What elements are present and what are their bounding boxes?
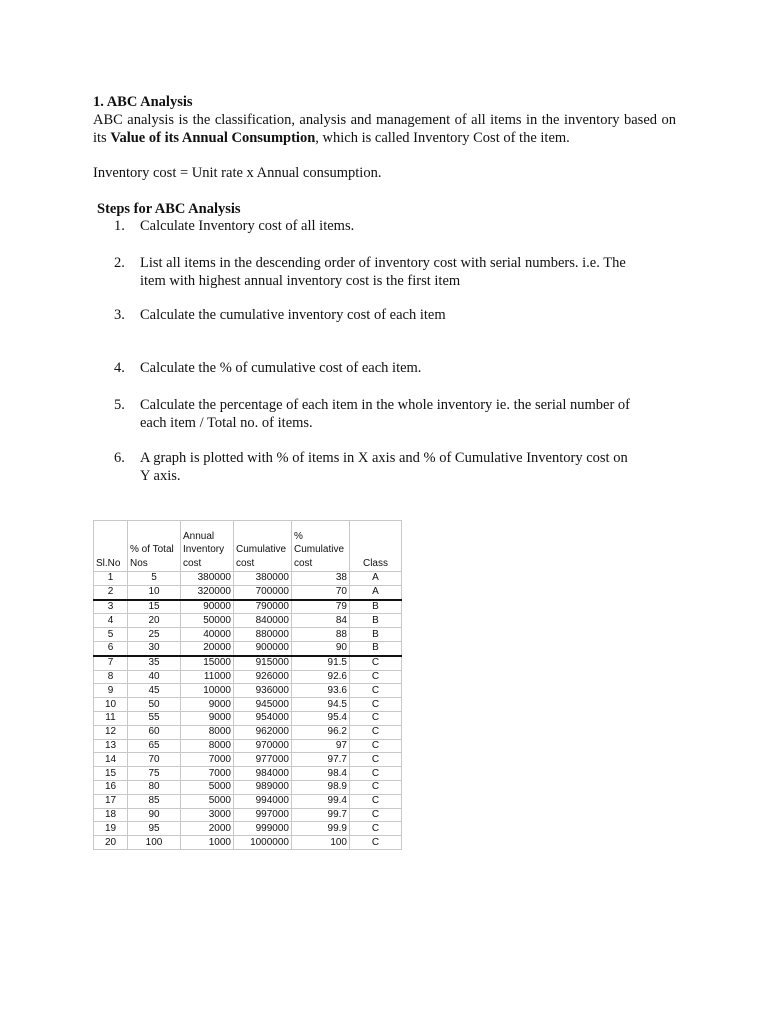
cell-pct-total: 15 (128, 600, 181, 614)
cell-cumulative-cost: 1000000 (234, 836, 292, 850)
cell-annual-cost: 2000 (181, 822, 234, 836)
table-row (94, 739, 402, 753)
table-row (94, 628, 402, 642)
cell-annual-cost: 3000 (181, 808, 234, 822)
cell-pct-total: 60 (128, 725, 181, 739)
header-class: Class (350, 521, 402, 572)
step-text: Calculate the % of cumulative cost of each item. (140, 360, 422, 376)
step-3 (114, 307, 676, 325)
table-row (94, 656, 402, 670)
cell-pct-total: 65 (128, 739, 181, 753)
cell-pct-total: 10 (128, 585, 181, 599)
step-text-continued: each item / Total no. of items. (140, 414, 313, 431)
cell-annual-cost: 7000 (181, 753, 234, 767)
cell-sl-no: 2 (94, 585, 128, 599)
cell-sl-no: 20 (94, 836, 128, 850)
table-row (94, 808, 402, 822)
cell-cumulative-cost: 977000 (234, 753, 292, 767)
cell-annual-cost: 90000 (181, 600, 234, 614)
header-sl-no: Sl.No (94, 521, 128, 572)
cell-pct-cumulative: 94.5 (292, 698, 350, 712)
cell-sl-no: 11 (94, 711, 128, 725)
cell-cumulative-cost: 936000 (234, 684, 292, 698)
cell-pct-cumulative: 91.5 (292, 656, 350, 670)
cell-pct-total: 90 (128, 808, 181, 822)
header-pct-total: % of Total Nos (128, 521, 181, 572)
table-row (94, 753, 402, 767)
cell-pct-total: 55 (128, 711, 181, 725)
cell-sl-no: 3 (94, 600, 128, 614)
header-cumulative-cost: Cumulative cost (234, 521, 292, 572)
cell-sl-no: 13 (94, 739, 128, 753)
cell-cumulative-cost: 900000 (234, 641, 292, 655)
cell-sl-no: 5 (94, 628, 128, 642)
cell-pct-total: 70 (128, 753, 181, 767)
cell-pct-cumulative: 98.4 (292, 767, 350, 781)
cell-cumulative-cost: 984000 (234, 767, 292, 781)
table-row (94, 725, 402, 739)
cell-class: C (350, 780, 402, 794)
cell-pct-cumulative: 97.7 (292, 753, 350, 767)
table-row (94, 836, 402, 850)
cell-pct-cumulative: 92.6 (292, 670, 350, 684)
step-number: 1. (114, 218, 125, 234)
table-row (94, 585, 402, 599)
cell-class: C (350, 698, 402, 712)
table-header-row (94, 521, 402, 572)
step-number: 3. (114, 307, 125, 323)
cell-pct-cumulative: 98.9 (292, 780, 350, 794)
cell-annual-cost: 9000 (181, 711, 234, 725)
cell-annual-cost: 40000 (181, 628, 234, 642)
cell-cumulative-cost: 945000 (234, 698, 292, 712)
table-row (94, 614, 402, 628)
cell-sl-no: 8 (94, 670, 128, 684)
cell-pct-cumulative: 79 (292, 600, 350, 614)
step-text: Calculate the cumulative inventory cost of each item (140, 307, 446, 323)
cell-class: C (350, 739, 402, 753)
header-pct-cumulative: % Cumulative cost (292, 521, 350, 572)
cell-annual-cost: 11000 (181, 670, 234, 684)
cell-class: C (350, 822, 402, 836)
table-row (94, 572, 402, 586)
table-row (94, 780, 402, 794)
cell-cumulative-cost: 999000 (234, 822, 292, 836)
step-5 (114, 397, 676, 432)
cell-annual-cost: 1000 (181, 836, 234, 850)
table-row (94, 641, 402, 655)
cell-pct-cumulative: 70 (292, 585, 350, 599)
cell-pct-cumulative: 90 (292, 641, 350, 655)
cell-pct-cumulative: 93.6 (292, 684, 350, 698)
cell-annual-cost: 20000 (181, 641, 234, 655)
table-row (94, 698, 402, 712)
cell-cumulative-cost: 970000 (234, 739, 292, 753)
cell-sl-no: 4 (94, 614, 128, 628)
cell-class: C (350, 725, 402, 739)
cell-class: C (350, 753, 402, 767)
cell-pct-total: 50 (128, 698, 181, 712)
cell-pct-total: 95 (128, 822, 181, 836)
cell-annual-cost: 10000 (181, 684, 234, 698)
step-number: 2. (114, 255, 125, 271)
cell-annual-cost: 7000 (181, 767, 234, 781)
cell-class: C (350, 656, 402, 670)
table-row (94, 767, 402, 781)
intro-bold-phrase: Value of its Annual Consumption (110, 130, 316, 146)
table-row (94, 600, 402, 614)
step-text: Calculate the percentage of each item in the whole inventory ie. the serial number of (140, 397, 630, 413)
cell-annual-cost: 5000 (181, 780, 234, 794)
table-row (94, 670, 402, 684)
intro-paragraph (93, 111, 676, 147)
cell-class: C (350, 670, 402, 684)
abc-analysis-table (93, 520, 402, 850)
cell-annual-cost: 8000 (181, 725, 234, 739)
cell-cumulative-cost: 989000 (234, 780, 292, 794)
cell-cumulative-cost: 915000 (234, 656, 292, 670)
cell-sl-no: 18 (94, 808, 128, 822)
step-1 (114, 218, 676, 236)
cell-annual-cost: 320000 (181, 585, 234, 599)
table-row (94, 794, 402, 808)
cell-cumulative-cost: 700000 (234, 585, 292, 599)
cell-annual-cost: 9000 (181, 698, 234, 712)
cell-class: C (350, 711, 402, 725)
cell-class: B (350, 600, 402, 614)
step-6 (114, 450, 676, 485)
cell-sl-no: 10 (94, 698, 128, 712)
abc-table-wrapper (93, 520, 402, 850)
cell-sl-no: 17 (94, 794, 128, 808)
table-row (94, 711, 402, 725)
cell-pct-total: 5 (128, 572, 181, 586)
steps-title: Steps for ABC Analysis (97, 201, 241, 217)
cell-annual-cost: 15000 (181, 656, 234, 670)
cell-cumulative-cost: 954000 (234, 711, 292, 725)
cell-pct-cumulative: 99.7 (292, 808, 350, 822)
cell-pct-cumulative: 96.2 (292, 725, 350, 739)
cell-annual-cost: 8000 (181, 739, 234, 753)
step-4 (114, 360, 676, 378)
cell-class: B (350, 628, 402, 642)
cell-cumulative-cost: 997000 (234, 808, 292, 822)
cell-cumulative-cost: 926000 (234, 670, 292, 684)
cell-cumulative-cost: 962000 (234, 725, 292, 739)
cell-annual-cost: 50000 (181, 614, 234, 628)
inventory-cost-formula: Inventory cost = Unit rate x Annual consumption. (93, 165, 382, 181)
cell-pct-total: 75 (128, 767, 181, 781)
cell-cumulative-cost: 880000 (234, 628, 292, 642)
cell-pct-cumulative: 100 (292, 836, 350, 850)
cell-sl-no: 6 (94, 641, 128, 655)
cell-pct-total: 80 (128, 780, 181, 794)
step-text: Calculate Inventory cost of all items. (140, 218, 355, 234)
cell-pct-total: 25 (128, 628, 181, 642)
cell-sl-no: 9 (94, 684, 128, 698)
cell-annual-cost: 380000 (181, 572, 234, 586)
step-number: 6. (114, 450, 125, 466)
step-text-continued: Y axis. (140, 467, 181, 484)
cell-pct-cumulative: 38 (292, 572, 350, 586)
cell-class: C (350, 794, 402, 808)
cell-annual-cost: 5000 (181, 794, 234, 808)
cell-class: C (350, 767, 402, 781)
cell-pct-total: 40 (128, 670, 181, 684)
step-2 (114, 255, 676, 290)
cell-class: B (350, 641, 402, 655)
cell-cumulative-cost: 840000 (234, 614, 292, 628)
cell-pct-cumulative: 99.4 (292, 794, 350, 808)
cell-sl-no: 1 (94, 572, 128, 586)
step-text: A graph is plotted with % of items in X axis and % of Cumulative Inventory cost on (140, 450, 628, 466)
table-row (94, 684, 402, 698)
section-heading: 1. ABC Analysis (93, 94, 193, 110)
cell-cumulative-cost: 994000 (234, 794, 292, 808)
cell-pct-total: 85 (128, 794, 181, 808)
cell-pct-cumulative: 84 (292, 614, 350, 628)
step-number: 5. (114, 397, 125, 413)
step-number: 4. (114, 360, 125, 376)
cell-class: B (350, 614, 402, 628)
step-text: List all items in the descending order of inventory cost with serial numbers. i.e. The (140, 255, 626, 271)
cell-sl-no: 12 (94, 725, 128, 739)
header-annual-cost: Annual Inventory cost (181, 521, 234, 572)
cell-pct-total: 100 (128, 836, 181, 850)
cell-pct-cumulative: 88 (292, 628, 350, 642)
cell-pct-total: 20 (128, 614, 181, 628)
cell-pct-cumulative: 95.4 (292, 711, 350, 725)
cell-pct-total: 35 (128, 656, 181, 670)
step-text-continued: item with highest annual inventory cost is the first item (140, 272, 461, 289)
cell-pct-cumulative: 97 (292, 739, 350, 753)
cell-class: C (350, 808, 402, 822)
cell-sl-no: 15 (94, 767, 128, 781)
cell-sl-no: 14 (94, 753, 128, 767)
cell-class: C (350, 684, 402, 698)
cell-pct-total: 30 (128, 641, 181, 655)
cell-sl-no: 16 (94, 780, 128, 794)
intro-text-1: ABC analysis is the classification, analysis and management of all items in the inventory based on its (93, 112, 676, 146)
cell-pct-cumulative: 99.9 (292, 822, 350, 836)
cell-class: A (350, 572, 402, 586)
cell-sl-no: 7 (94, 656, 128, 670)
cell-class: C (350, 836, 402, 850)
cell-cumulative-cost: 380000 (234, 572, 292, 586)
cell-sl-no: 19 (94, 822, 128, 836)
cell-class: A (350, 585, 402, 599)
table-body (94, 572, 402, 850)
cell-cumulative-cost: 790000 (234, 600, 292, 614)
table-row (94, 822, 402, 836)
cell-pct-total: 45 (128, 684, 181, 698)
intro-text-2: , which is called Inventory Cost of the item. (315, 130, 570, 146)
